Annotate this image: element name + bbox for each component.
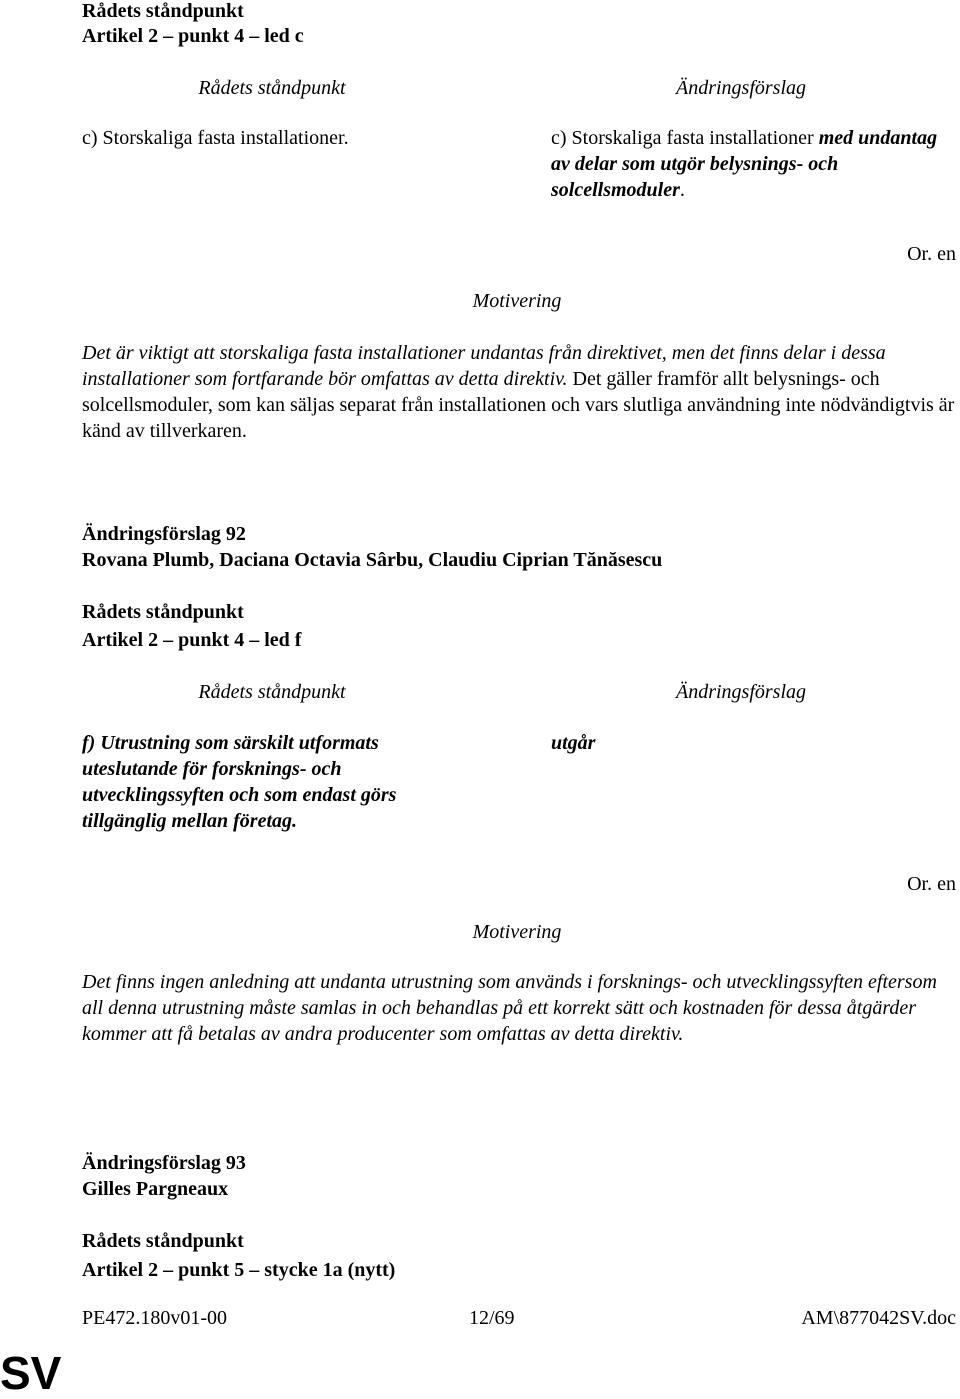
block1-original-language: Or. en — [907, 243, 956, 265]
block1-amendment-end: . — [679, 179, 685, 201]
block3-heading2: Artikel 2 – punkt 5 – stycke 1a (nytt) — [82, 1259, 396, 1281]
block2-original-language: Or. en — [907, 873, 956, 895]
block2-heading1: Rådets ståndpunkt — [82, 601, 244, 623]
block1-motivering-italic: Det är viktigt att storskaliga fasta installationer undantas från direktivet, men det finns delar i dessa installationer som fortfarande bör omfattas av detta direktiv. — [82, 342, 886, 390]
block2-amendment-title: Ändringsförslag 92 — [82, 523, 246, 545]
block1-col-right-head: Ändringsförslag — [675, 77, 807, 99]
block2-amendment-text: utgår — [551, 732, 596, 754]
footer-page-number: 12/69 — [469, 1307, 515, 1329]
block2-authors: Rovana Plumb, Daciana Octavia Sârbu, Claudiu Ciprian Tănăsescu — [82, 549, 663, 571]
block2-motivering-title: Motivering — [472, 921, 562, 943]
block1-motivering-text — [82, 340, 960, 444]
block2-col-right-head: Ändringsförslag — [675, 681, 807, 703]
block1-council-text: c) Storskaliga fasta installationer. — [82, 127, 349, 149]
block2-motivering-text: Det finns ingen anledning att undanta utrustning som används i forsknings- och utvecklingssyften eftersom all denna utrustning måste samlas in och behandlas på ett korrekt sätt och kostnaden för dessa åtgärder kommer att få betalas av andra producenter som omfattas av detta direktiv. — [82, 971, 937, 1045]
block1-motivering-plain: Det gäller framför allt belysnings- och solcellsmoduler, som kan säljas separat från installationen och vars slutliga användning inte nödvändigtvis är känd av tillverkaren. — [82, 368, 955, 442]
block1-amendment-added: med undantag av delar som utgör belysnings- och solcellsmoduler — [551, 127, 938, 201]
block2-col-left-head: Rådets ståndpunkt — [198, 681, 346, 703]
block1-motivering-title: Motivering — [472, 290, 562, 312]
block3-amendment-title: Ändringsförslag 93 — [82, 1152, 246, 1174]
block2-council-text: f) Utrustning som särskilt utformats uteslutande för forsknings- och utvecklingssyften och som endast görs tillgänglig mellan företag. — [82, 732, 397, 832]
footer-reference: PE472.180v01-00 — [82, 1307, 227, 1329]
block1-col-left-head: Rådets ståndpunkt — [198, 77, 346, 99]
block3-heading1: Rådets ståndpunkt — [82, 1230, 244, 1252]
block3-author: Gilles Pargneaux — [82, 1178, 229, 1200]
block1-heading1: Rådets ståndpunkt — [82, 0, 244, 22]
footer-language-code: SV — [0, 1347, 62, 1399]
block2-heading2: Artikel 2 – punkt 4 – led f — [82, 629, 302, 651]
block1-amendment-plain: c) Storskaliga fasta installationer — [551, 127, 819, 149]
block1-heading2: Artikel 2 – punkt 4 – led c — [82, 25, 304, 47]
footer-document-name: AM\877042SV.doc — [801, 1307, 956, 1329]
block1-amendment-text — [551, 125, 951, 203]
